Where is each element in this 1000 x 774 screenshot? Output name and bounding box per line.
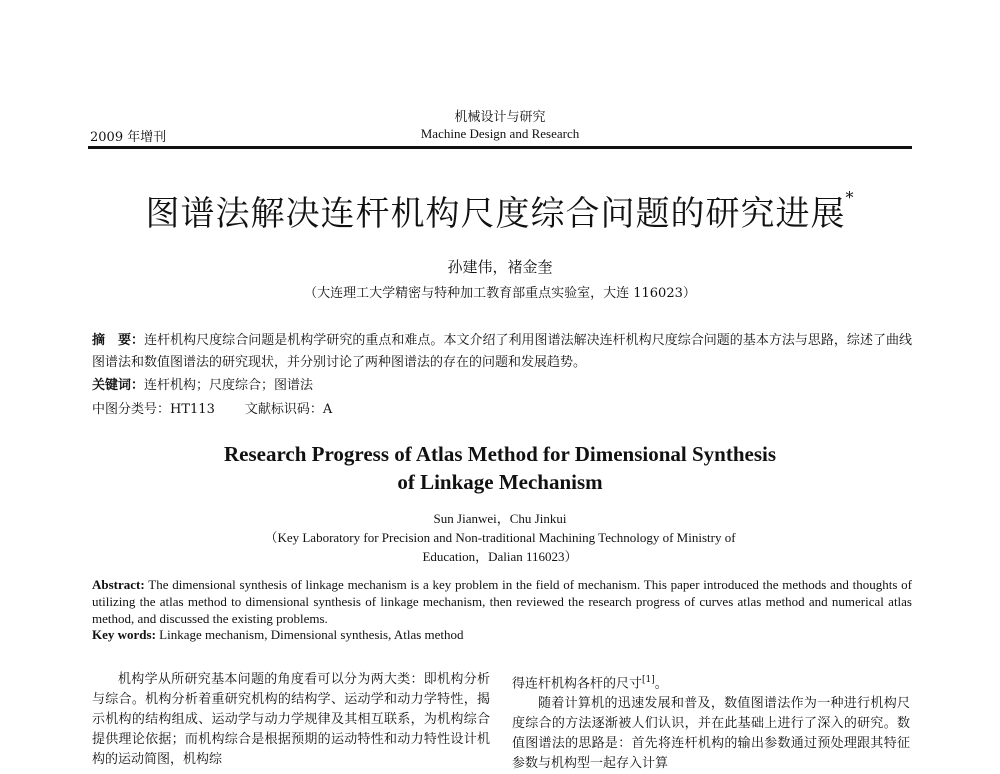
abstract-cn-text: 连杆机构尺度综合问题是机构学研究的重点和难点。本文介绍了利用图谱法解决连杆机构尺度综合问题的基本方法与思路，综述了曲线图谱法和数值图谱法的研究现状，并分别讨论了两种图谱法的存在的问题和发展趋势。 (92, 333, 912, 370)
journal-title-cn: 机械设计与研究 (454, 110, 546, 125)
authors-en: Sun Jianwei，Chu Jinkui (433, 511, 567, 526)
keywords-en-text: Linkage mechanism, Dimensional synthesis, Atlas method (159, 627, 464, 642)
doc-code-label: 文献标识码： (244, 402, 323, 417)
paper-title-en (0, 440, 1000, 496)
keywords-cn-label: 关键词： (92, 378, 145, 393)
keywords-en-label: Key words: (92, 627, 156, 642)
affiliation-cn: （大连理工大学精密与特种加工教育部重点实验室，大连 116023） (304, 286, 696, 301)
paper-title-cn (0, 186, 1000, 235)
keywords-en (92, 627, 464, 643)
body-text: 得连杆机构各杆的尺寸 (512, 676, 643, 692)
abstract-en (92, 576, 912, 627)
doc-code-value: A (322, 402, 333, 417)
citation-ref: [1] (642, 675, 655, 685)
keywords-cn (92, 374, 313, 393)
paper-title-en-line2: of Linkage Mechanism (397, 470, 603, 494)
journal-title-en: Machine Design and Research (420, 126, 580, 141)
clc-value: HT113 (170, 402, 215, 417)
affiliation-en (0, 528, 1000, 566)
issue-label: 2009 年增刊 (90, 130, 167, 145)
body-text-end: 。 (654, 676, 668, 692)
affiliation-en-line2: Education，Dalian 116023） (422, 549, 578, 564)
abstract-cn (92, 330, 912, 374)
body-paragraph: 机构学从所研究基本问题的角度看可以分为两大类：即机构分析与综合。机构分析着重研究机构的结构学、运动学和动力学特性，揭示机构的结构组成、运动学与动力学规律及其相互联系，为机构综合提供理论依据；而机构综合是根据预期的运动特性和动力特性设计机构的运动简图，机构综 (92, 672, 490, 767)
affiliation-en-line1: （Key Laboratory for Precision and Non-traditional Machining Technology of Ministry of (264, 530, 736, 545)
body-column-left (92, 670, 490, 770)
abstract-en-label: Abstract: (92, 577, 145, 592)
authors-cn: 孙建伟，褚金奎 (447, 258, 553, 276)
title-footnote-mark: * (845, 188, 855, 207)
clc-label: 中图分类号： (92, 402, 171, 417)
classification-line (92, 398, 332, 417)
body-column-right (512, 670, 910, 774)
keywords-cn-text: 连杆机构；尺度综合；图谱法 (144, 378, 314, 393)
body-paragraph: 随着计算机的迅速发展和普及，数值图谱法作为一种进行机构尺度综合的方法逐渐被人们认识，并在此基础上进行了深入的研究。数值图谱法的思路是：首先将连杆机构的输出参数通过预处理跟其特征参数与机构型一起存入计算 (512, 696, 910, 772)
body-paragraph-continued (512, 670, 910, 694)
header-rule (88, 146, 912, 149)
paper-title-cn-text: 图谱法解决连杆机构尺度综合问题的研究进展 (145, 194, 846, 234)
paper-title-en-line1: Research Progress of Atlas Method for Dimensional Synthesis (223, 442, 777, 466)
abstract-en-text: The dimensional synthesis of linkage mechanism is a key problem in the field of mechanism. This paper introduced the methods and thoughts of utilizing the atlas method to dimensional synthesis of linkage mechanism, then reviewed the research progress of curves atlas method and numerical atlas method, and discussed the existing problems. (92, 577, 913, 626)
abstract-cn-label: 摘 要： (92, 333, 145, 348)
